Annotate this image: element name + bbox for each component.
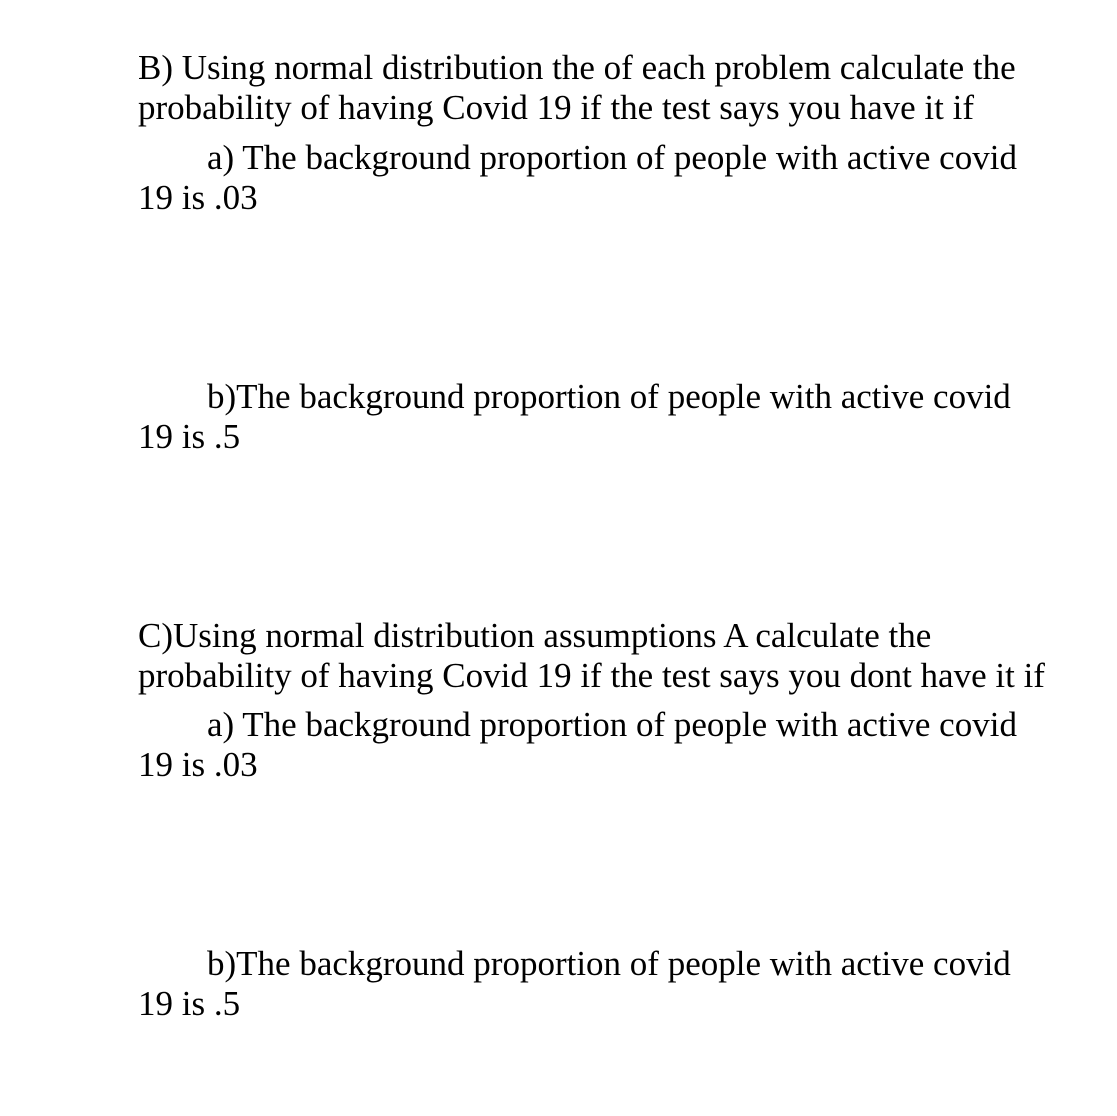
question-b-part-b-line-2: 19 is .5: [138, 417, 241, 456]
question-c-part-a-line-1: a) The background proportion of people with active covid: [207, 705, 1017, 744]
question-c-intro-line-1: C)Using normal distribution assumptions A calculate the: [138, 616, 932, 655]
question-b-intro-line-1: B) Using normal distribution the of each problem calculate the: [138, 48, 1016, 87]
question-b-part-a-line-2: 19 is .03: [138, 178, 258, 217]
question-b-intro-line-2: probability of having Covid 19 if the test says you have it if: [138, 88, 974, 127]
question-c-part-b-line-1: b)The background proportion of people with active covid: [207, 944, 1011, 983]
question-c-part-b-line-2: 19 is .5: [138, 984, 241, 1023]
question-c-part-a-line-2: 19 is .03: [138, 745, 258, 784]
question-c-intro-line-2: probability of having Covid 19 if the test says you dont have it if: [138, 656, 1045, 695]
question-b-part-a-line-1: a) The background proportion of people with active covid: [207, 138, 1017, 177]
question-b-part-b-line-1: b)The background proportion of people with active covid: [207, 377, 1011, 416]
